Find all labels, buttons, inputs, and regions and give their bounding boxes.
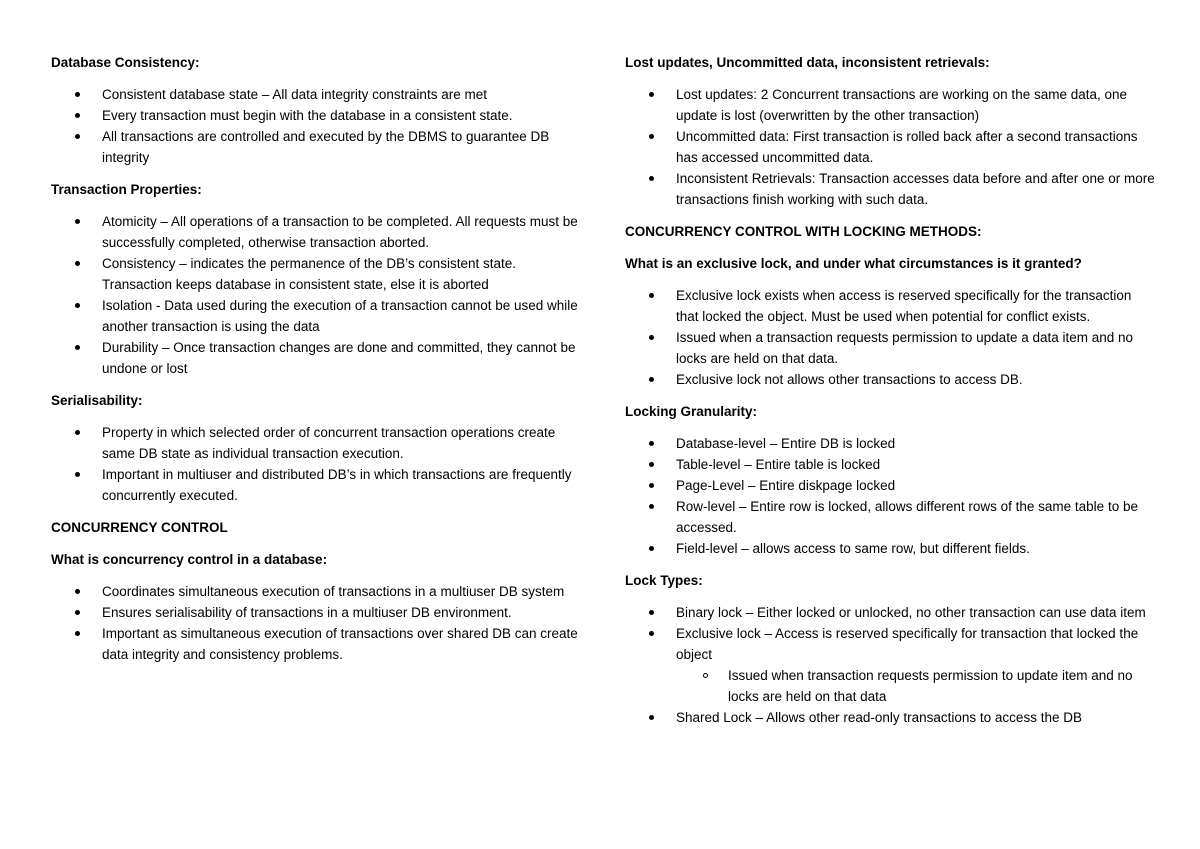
list-item: Table-level – Entire table is locked bbox=[625, 454, 1155, 475]
bullet-icon bbox=[649, 462, 654, 467]
bullet-icon bbox=[75, 345, 80, 350]
list-lock-types bbox=[625, 602, 1155, 728]
left-column bbox=[51, 52, 581, 676]
bullet-icon bbox=[649, 715, 654, 720]
list-item: Coordinates simultaneous execution of transactions in a multiuser DB system bbox=[51, 581, 581, 602]
heading-exclusive-lock: What is an exclusive lock, and under what circumstances is it granted? bbox=[625, 256, 1082, 271]
list-database-consistency bbox=[51, 84, 581, 168]
bullet-icon bbox=[75, 430, 80, 435]
bullet-icon bbox=[649, 610, 654, 615]
list-item: Exclusive lock – Access is reserved specifically for transaction that locked the object Issued when transaction requests permission to update item and no locks are held on that data bbox=[625, 623, 1155, 707]
heading-locking-methods: CONCURRENCY CONTROL WITH LOCKING METHODS: bbox=[625, 224, 982, 239]
heading-transaction-properties: Transaction Properties: bbox=[51, 182, 202, 197]
list-lost-updates bbox=[625, 84, 1155, 210]
heading-concurrency-control: CONCURRENCY CONTROL bbox=[51, 520, 228, 535]
bullet-icon bbox=[649, 293, 654, 298]
bullet-icon bbox=[75, 219, 80, 224]
heading-database-consistency: Database Consistency: bbox=[51, 55, 200, 70]
sub-list bbox=[676, 665, 1155, 707]
bullet-icon bbox=[649, 504, 654, 509]
list-item: Field-level – allows access to same row, but different fields. bbox=[625, 538, 1155, 559]
hollow-bullet-icon bbox=[703, 673, 708, 678]
heading-locking-granularity: Locking Granularity: bbox=[625, 404, 758, 419]
list-item: Database-level – Entire DB is locked bbox=[625, 433, 1155, 454]
bullet-icon bbox=[649, 377, 654, 382]
list-item: Exclusive lock not allows other transactions to access DB. bbox=[625, 369, 1155, 390]
list-item: Shared Lock – Allows other read-only transactions to access the DB bbox=[625, 707, 1155, 728]
bullet-icon bbox=[75, 303, 80, 308]
bullet-icon bbox=[649, 134, 654, 139]
list-item: Important as simultaneous execution of transactions over shared DB can create data integrity and consistency problems. bbox=[51, 623, 581, 665]
list-item: All transactions are controlled and executed by the DBMS to guarantee DB integrity bbox=[51, 126, 581, 168]
bullet-icon bbox=[649, 546, 654, 551]
bullet-icon bbox=[75, 472, 80, 477]
list-item: Exclusive lock exists when access is reserved specifically for the transaction that locked the object. Must be used when potential for conflict exists. bbox=[625, 285, 1155, 327]
list-item: Ensures serialisability of transactions in a multiuser DB environment. bbox=[51, 602, 581, 623]
list-item: Isolation - Data used during the execution of a transaction cannot be used while another transaction is using the data bbox=[51, 295, 581, 337]
list-item: Property in which selected order of concurrent transaction operations create same DB state as individual transaction execution. bbox=[51, 422, 581, 464]
bullet-icon bbox=[75, 589, 80, 594]
right-column bbox=[625, 52, 1155, 739]
bullet-icon bbox=[75, 631, 80, 636]
list-item: Page-Level – Entire diskpage locked bbox=[625, 475, 1155, 496]
list-item: Issued when a transaction requests permission to update a data item and no locks are held on that data. bbox=[625, 327, 1155, 369]
heading-lock-types: Lock Types: bbox=[625, 573, 703, 588]
list-item: Atomicity – All operations of a transaction to be completed. All requests must be successfully completed, otherwise transaction aborted. bbox=[51, 211, 581, 253]
bullet-icon bbox=[75, 92, 80, 97]
list-concurrency-control bbox=[51, 581, 581, 665]
bullet-icon bbox=[649, 335, 654, 340]
list-item: Durability – Once transaction changes are done and committed, they cannot be undone or lost bbox=[51, 337, 581, 379]
heading-what-is-concurrency-control: What is concurrency control in a database: bbox=[51, 552, 328, 567]
bullet-icon bbox=[649, 483, 654, 488]
list-item: Lost updates: 2 Concurrent transactions are working on the same data, one update is lost (overwritten by the other transaction) bbox=[625, 84, 1155, 126]
sub-list-item: Issued when transaction requests permission to update item and no locks are held on that data bbox=[676, 665, 1155, 707]
list-item: Consistent database state – All data integrity constraints are met bbox=[51, 84, 581, 105]
list-exclusive-lock bbox=[625, 285, 1155, 390]
list-item: Inconsistent Retrievals: Transaction accesses data before and after one or more transactions finish working with such data. bbox=[625, 168, 1155, 210]
bullet-icon bbox=[649, 92, 654, 97]
bullet-icon bbox=[75, 610, 80, 615]
bullet-icon bbox=[649, 631, 654, 636]
list-item: Important in multiuser and distributed DB’s in which transactions are frequently concurrently executed. bbox=[51, 464, 581, 506]
bullet-icon bbox=[75, 261, 80, 266]
bullet-icon bbox=[649, 441, 654, 446]
list-item: Binary lock – Either locked or unlocked, no other transaction can use data item bbox=[625, 602, 1155, 623]
list-serialisability bbox=[51, 422, 581, 506]
bullet-icon bbox=[75, 113, 80, 118]
list-item: Every transaction must begin with the database in a consistent state. bbox=[51, 105, 581, 126]
list-item: Row-level – Entire row is locked, allows different rows of the same table to be accessed. bbox=[625, 496, 1155, 538]
bullet-icon bbox=[75, 134, 80, 139]
list-transaction-properties bbox=[51, 211, 581, 379]
heading-serialisability: Serialisability: bbox=[51, 393, 143, 408]
list-locking-granularity bbox=[625, 433, 1155, 559]
bullet-icon bbox=[649, 176, 654, 181]
heading-lost-updates: Lost updates, Uncommitted data, inconsistent retrievals: bbox=[625, 55, 990, 70]
list-item: Consistency – indicates the permanence of the DB’s consistent state. Transaction keeps database in consistent state, else it is aborted bbox=[51, 253, 581, 295]
list-item: Uncommitted data: First transaction is rolled back after a second transactions has accessed uncommitted data. bbox=[625, 126, 1155, 168]
